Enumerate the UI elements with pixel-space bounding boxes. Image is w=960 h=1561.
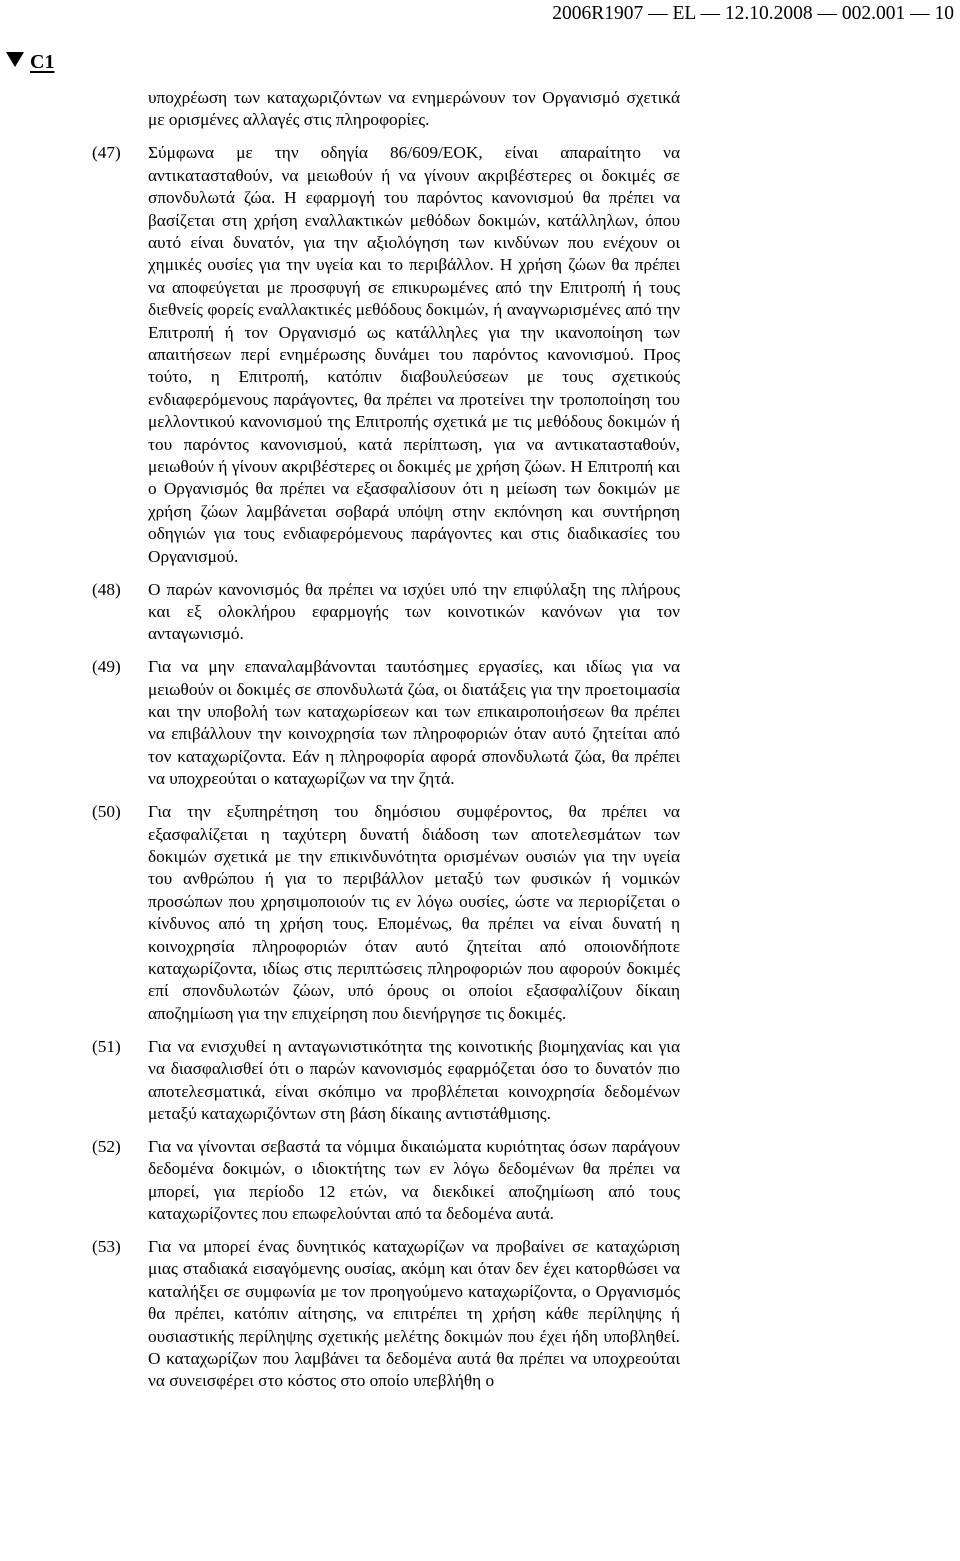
corrigendum-code: C1 xyxy=(30,51,55,73)
recital-47 xyxy=(0,142,960,568)
recital-text: Ο παρών κανονισμός θα πρέπει να ισχύει υπό την επιφύλαξη της πλήρους και εξ ολοκλήρου εφαρμογής των κοινοτικών κανόνων για τον ανταγωνισμό. xyxy=(148,579,680,644)
consolidation-marker xyxy=(6,50,54,74)
recital-text: Για να γίνονται σεβαστά τα νόμιμα δικαιώματα κυριότητας όσων παράγουν δεδομένα δοκιμών, ο ιδιοκτήτης των εν λόγω δεδομένων θα πρέπει να μπορεί, για περίοδο 12 ετών, να διεκδικεί αποζημίωση από τους καταχωρίζοντες που επωφελούνται από τα δεδομένα αυτά. xyxy=(148,1136,680,1224)
recital-text: Για να ενισχυθεί η ανταγωνιστικότητα της κοινοτικής βιομηχανίας και για να διασφαλισθεί ότι ο παρών κανονισμός εφαρμόζεται όσο το δυνατόν πιο αποτελεσματικά, είναι σκόπιμο να προβλέπεται κοινοχρησία δεδομένων μεταξύ καταχωριζόντων στη βάση δίκαιης αντιστάθμισης. xyxy=(148,1036,680,1123)
recital-51 xyxy=(0,1036,960,1126)
recital-number: (50) xyxy=(92,802,121,822)
recital-number: (47) xyxy=(92,143,121,163)
recital-text: Σύμφωνα με την οδηγία 86/609/ΕΟΚ, είναι απαραίτητο να αντικατασταθούν, να μειωθούν ή να γίνουν ακριβέστερες οι δοκιμές σε σπονδυλωτά ζώα. Η εφαρμογή του παρόντος κανονισμού θα πρέπει να βασίζεται στη χρήση εναλλακτικών μεθόδων δοκιμών, κατάλληλων, όπου αυτό είναι δυνατόν, για την αξιολόγηση των κινδύνων που ενέχουν οι χημικές ουσίες για την υγεία και το περιβάλλον. Η χρήση ζώων θα πρέπει να αποφεύγεται με προσφυγή σε επικυρωμένες από την Επιτροπή ή τους διεθνείς φορείς εναλλακτικές μεθόδους δοκιμών, ή αναγνωρισμένες από την Επιτροπή ή τον Οργανισμό ως κατάλληλες για την ικανοποίηση των απαιτήσεων περί ενημέρωσης δυνάμει του παρόντος κανονισμού. Προς τούτο, η Επιτροπή, κατόπιν διαβουλεύσεων με τους σχετικούς ενδιαφερόμενους παράγοντες, θα πρέπει να προτείνει την τροποποίηση του μελλοντικού κανονισμού της Επιτροπής σχετικά με τις μεθόδους δοκιμών ή του παρόντος κανονισμού, κατά περίπτωση, για να αντικατασταθούν, μειωθούν ή γίνουν ακριβέστερες οι δοκιμές με χρήση ζώων. Η Επιτροπή και ο Οργανισμός θα πρέπει να εξασφαλίσουν ότι η μείωση των δοκιμών με χρήση ζώων λαμβάνεται σοβαρά υπόψη στην εκπόνηση και συντήρηση οδηγιών για τους ενδιαφερόμενους παράγοντες και στις διαδικασίες του Οργανισμού. xyxy=(148,143,680,566)
down-triangle-icon xyxy=(6,52,24,67)
recital-49 xyxy=(0,656,960,790)
recital-number: (49) xyxy=(92,657,121,677)
recital-number: (48) xyxy=(92,579,121,599)
recital-text: Για την εξυπηρέτηση του δημόσιου συμφέροντος, θα πρέπει να εξασφαλίζεται η ταχύτερη δυνατή διάδοση των αποτελεσμάτων των δοκιμών σχετικά με την επικινδυνότητα ορισμένων ουσιών για την υγεία του ανθρώπου ή για το περιβάλλον μεταξύ των φυσικών ή νομικών προσώπων που χρησιμοποιούν τις εν λόγω ουσίες, ώστε να περιορίζεται ο κίνδυνος από τη χρήση τους. Επομένως, θα πρέπει να είναι δυνατή η κοινοχρησία πληροφοριών όταν αυτό ζητείται από οποιονδήποτε καταχωρίζοντα, ιδίως στις περιπτώσεις πληροφοριών που αφορούν δοκιμές επί σπονδυλωτών ζώων, υπό όρους οι οποίοι εξασφαλίζουν δίκαιη αποζημίωση για την επιχείρηση που διενήργησε τις δοκιμές. xyxy=(148,802,680,1023)
continued-paragraph: υποχρέωση των καταχωριζόντων να ενημερώνουν τον Οργανισμό σχετικά με ορισμένες αλλαγές στις πληροφορίες. xyxy=(148,88,680,130)
recital-text: Για να μην επαναλαμβάνονται ταυτόσημες εργασίες, και ιδίως για να μειωθούν οι δοκιμές σε σπονδυλωτά ζώα, οι διατάξεις για την προετοιμασία και την υποβολή των καταχωρίσεων και των επικαιροποιήσεων θα πρέπει να επιβάλλουν την κοινοχρησία των πληροφοριών όταν αυτό ζητείται από τον καταχωρίζοντα. Εάν η πληροφορία αφορά σπονδυλωτά ζώα, θα πρέπει να υποχρεούται ο καταχωρίζων να την ζητά. xyxy=(148,657,680,789)
recital-52 xyxy=(0,1136,960,1226)
recital-number: (53) xyxy=(92,1237,121,1256)
recital-53 xyxy=(0,1236,960,1393)
recital-text: Για να μπορεί ένας δυνητικός καταχωρίζων να προβαίνει σε καταχώριση μιας σταδιακά εισαγόμενης ουσίας, ακόμη και όταν δεν έχει κατορθώσει να καταλήξει σε συμφωνία με τον προηγούμενο καταχωρίζοντα, ο Οργανισμός θα πρέπει, κατόπιν αίτησης, να επιτρέπει τη χρήση κάθε περίληψης ή ουσιαστικής περίληψης σχετικής μελέτης δοκιμών που έχει ήδη υποβληθεί. Ο καταχωρίζων που λαμβάνει τα δεδομένα αυτά θα πρέπει να υποχρεούται να συνεισφέρει στο κόστος στο οποίο υπεβλήθη ο xyxy=(148,1237,680,1391)
document-reference-header: 2006R1907 — EL — 12.10.2008 — 002.001 — 10 xyxy=(552,3,954,24)
recital-number: (51) xyxy=(92,1036,121,1056)
recital-number: (52) xyxy=(92,1136,121,1156)
recital-48 xyxy=(0,579,960,646)
recital-50 xyxy=(0,801,960,1025)
document-body xyxy=(0,87,960,1393)
